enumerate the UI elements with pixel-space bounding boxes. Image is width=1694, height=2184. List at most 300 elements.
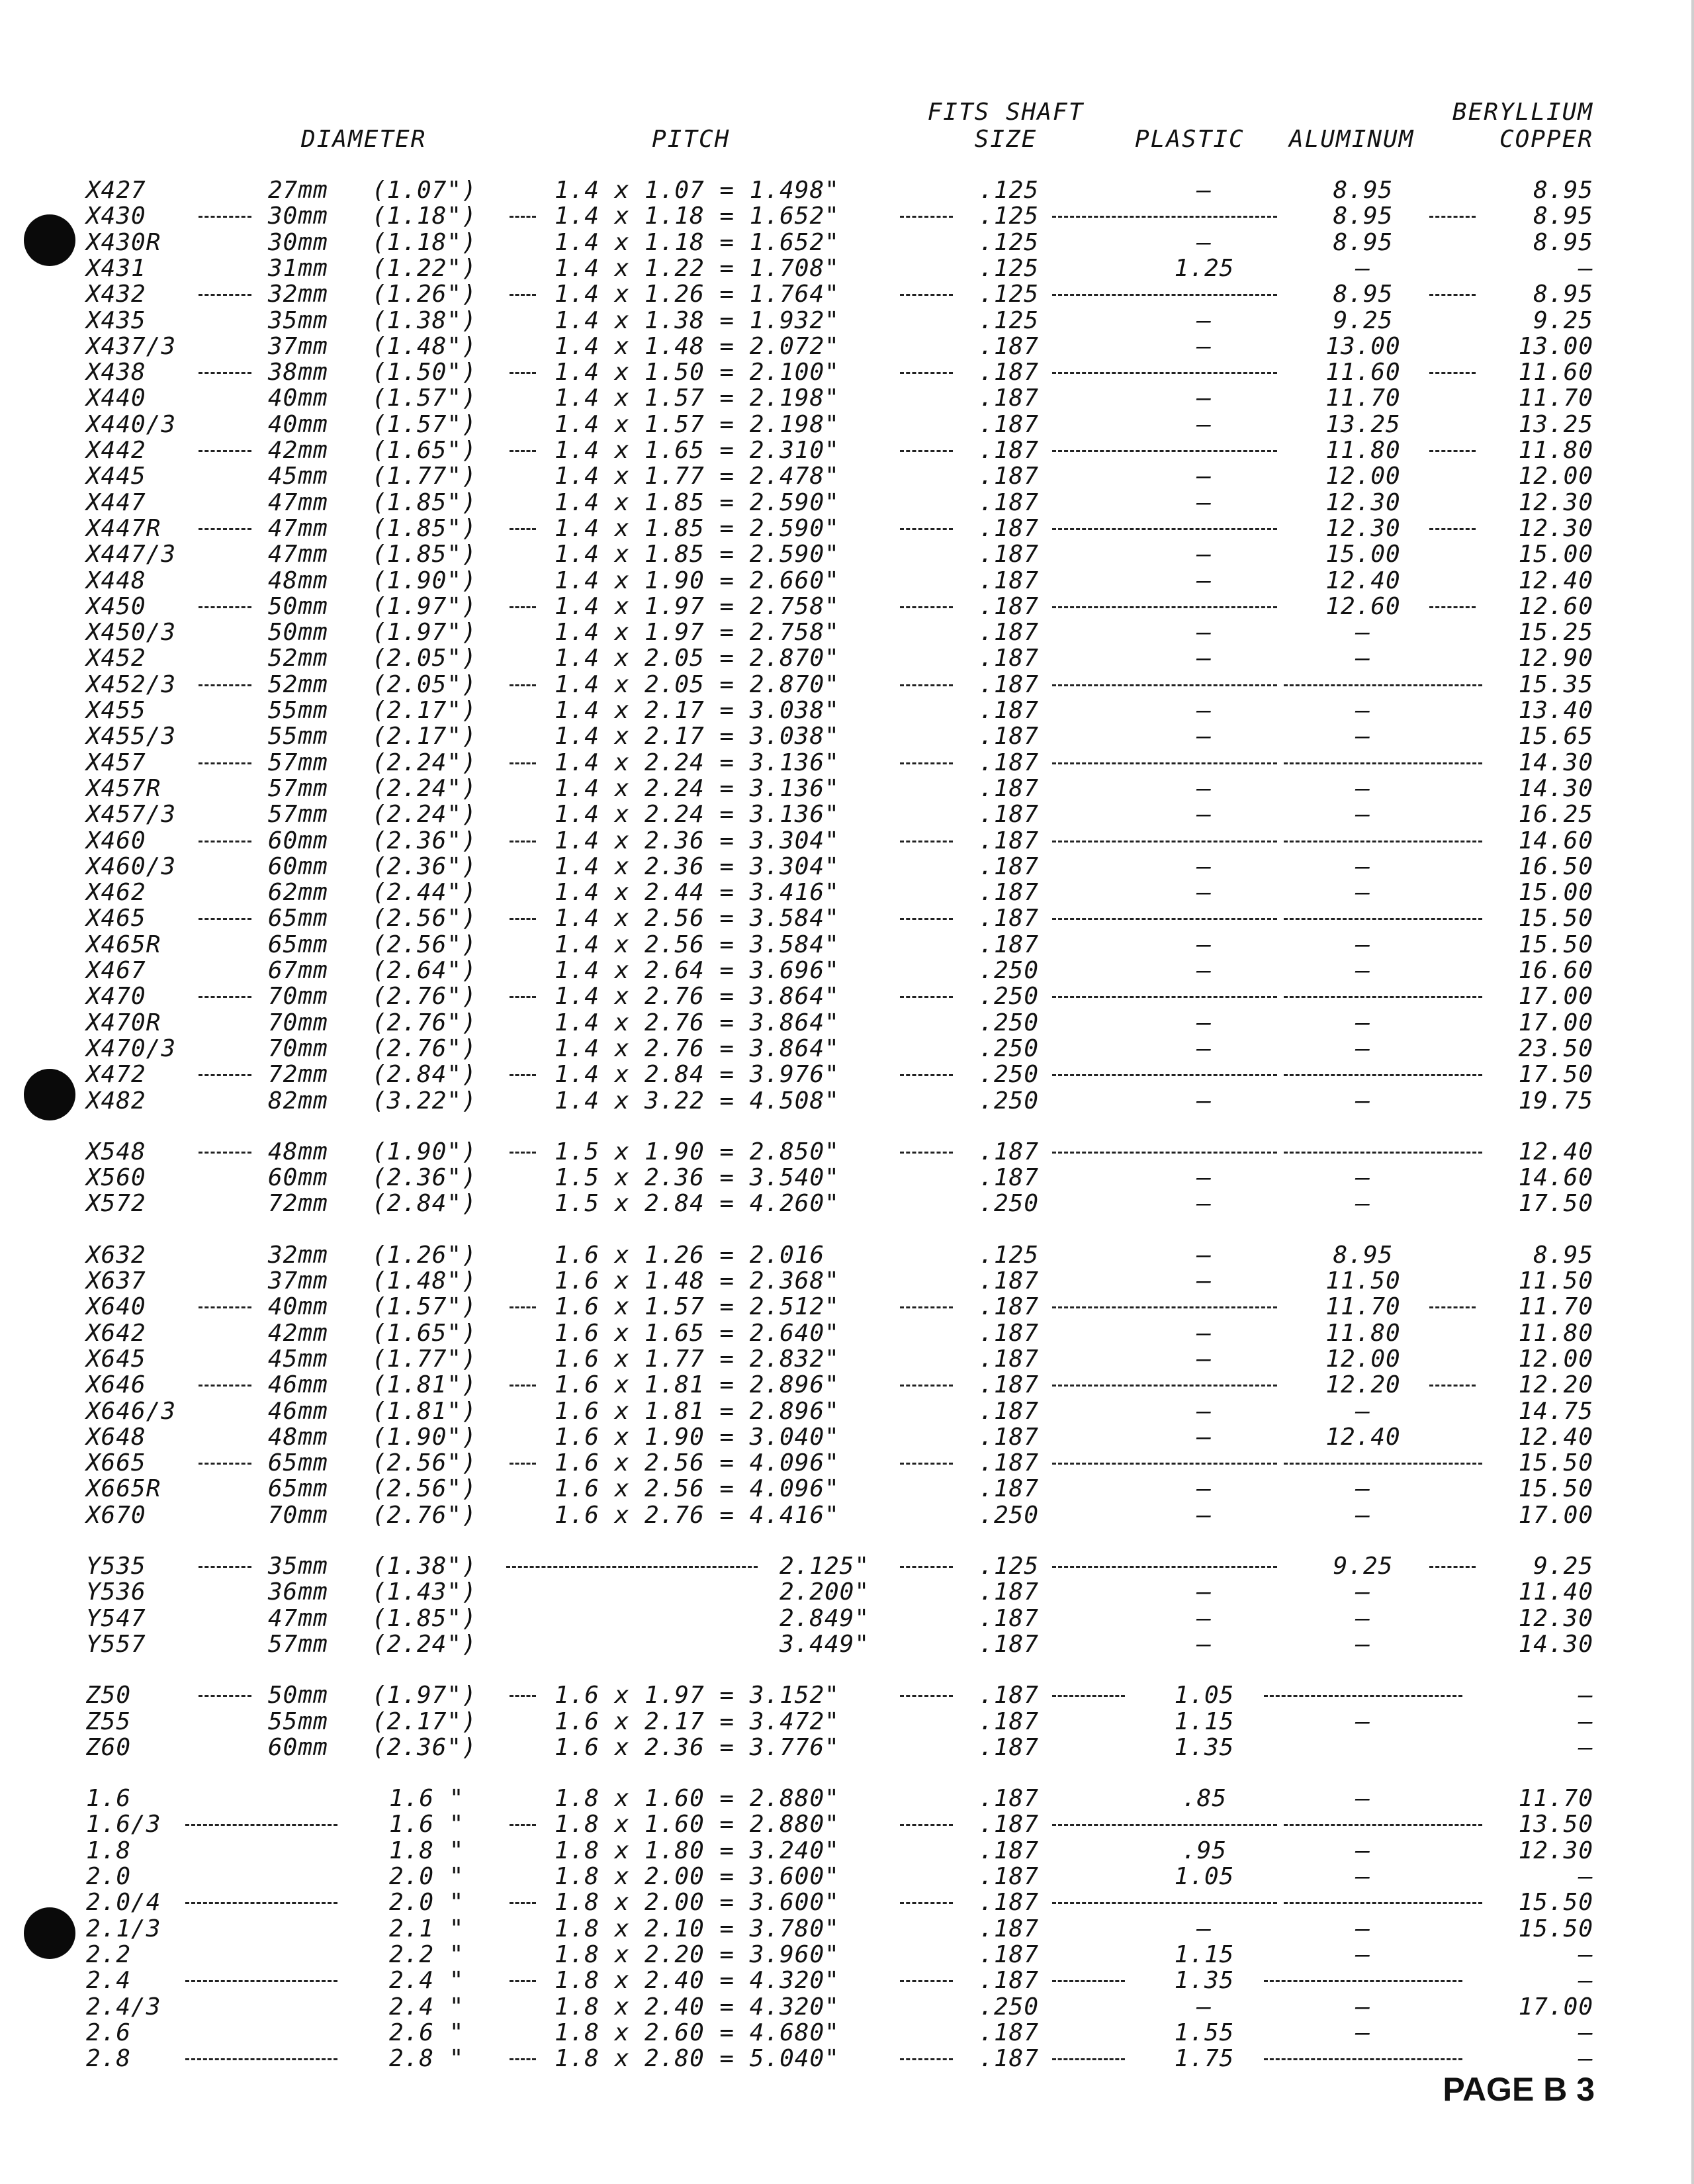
- leader-dash: [1429, 450, 1476, 452]
- aluminum-price: –: [1355, 645, 1371, 672]
- table-row: [0, 2020, 1694, 2046]
- leader-dash: [900, 841, 953, 842]
- diameter-mm: 46mm: [268, 1371, 328, 1399]
- aluminum-price: –: [1355, 774, 1371, 802]
- copper-price: 14.30: [1518, 774, 1593, 802]
- diameter-inch: (1.85"): [372, 541, 477, 569]
- diameter-mm: 32mm: [268, 281, 328, 308]
- table-row: [0, 541, 1694, 567]
- header-diameter: DIAMETER: [301, 126, 427, 153]
- aluminum-price: –: [1355, 1475, 1371, 1503]
- part-number: X648: [86, 1423, 146, 1451]
- pitch-value: 1.4 x 1.85 = 2.590": [555, 488, 840, 516]
- leader-dash: [1052, 1695, 1125, 1697]
- diameter-inch: (2.05"): [372, 645, 477, 672]
- plastic-price: –: [1196, 774, 1212, 802]
- aluminum-price: 8.95: [1333, 1241, 1394, 1269]
- plastic-price: –: [1196, 1423, 1212, 1451]
- leader-dash: [199, 1463, 251, 1465]
- pitch-value: 1.8 x 2.00 = 3.600": [555, 1889, 840, 1917]
- diameter-mm: 57mm: [268, 801, 328, 829]
- diameter-mm: 72mm: [268, 1061, 328, 1089]
- aluminum-price: –: [1355, 931, 1371, 958]
- copper-price: 11.70: [1518, 1293, 1593, 1321]
- part-number: X646: [86, 1371, 146, 1399]
- aluminum-price: –: [1355, 723, 1371, 751]
- part-number: Z60: [86, 1733, 132, 1761]
- part-number: X437/3: [86, 332, 177, 360]
- part-number: X440/3: [86, 410, 177, 438]
- copper-price: –: [1578, 1940, 1593, 1968]
- copper-price: 15.00: [1518, 541, 1593, 569]
- table-row: [0, 828, 1694, 854]
- shaft-size: .187: [979, 774, 1039, 802]
- part-number: X452/3: [86, 670, 177, 698]
- shaft-size: .187: [979, 1371, 1039, 1399]
- aluminum-price: 12.30: [1325, 488, 1401, 516]
- table-row: [0, 1242, 1694, 1268]
- diameter-mm: 60mm: [268, 1733, 328, 1761]
- aluminum-price: –: [1355, 1630, 1371, 1658]
- leader-dash: [1429, 1385, 1476, 1387]
- part-number: X452: [86, 645, 146, 672]
- leader-dash: [510, 1074, 536, 1076]
- leader-dash: [900, 1306, 953, 1308]
- copper-price: 13.00: [1518, 332, 1593, 360]
- shaft-size: .187: [979, 1940, 1039, 1968]
- pitch-value: 1.4 x 1.57 = 2.198": [555, 410, 840, 438]
- pitch-value: 1.6 x 1.57 = 2.512": [555, 1293, 840, 1321]
- table-row: [0, 281, 1694, 307]
- diameter-mm: 36mm: [268, 1578, 328, 1606]
- leader-dash: [185, 2058, 337, 2060]
- leader-dash: [199, 1306, 251, 1308]
- aluminum-price: 13.25: [1325, 410, 1401, 438]
- part-number: X430: [86, 203, 146, 230]
- shaft-size: .187: [979, 723, 1039, 751]
- pitch-value: 1.6 x 1.81 = 2.896": [555, 1371, 840, 1399]
- diameter-inch: (2.17"): [372, 723, 477, 751]
- part-number: Y557: [86, 1630, 146, 1658]
- plastic-price: –: [1196, 697, 1212, 724]
- pitch-value: 1.4 x 1.38 = 1.932": [555, 306, 840, 334]
- leader-dash: [199, 528, 251, 530]
- diameter-inch: 1.8 ": [389, 1837, 465, 1864]
- shaft-size: .187: [979, 2045, 1039, 2073]
- leader-dash: [900, 294, 953, 296]
- pitch-value: 1.6 x 1.65 = 2.640": [555, 1319, 840, 1347]
- pitch-value: 1.6 x 1.90 = 3.040": [555, 1423, 840, 1451]
- pitch-value: 1.8 x 1.80 = 3.240": [555, 1837, 840, 1864]
- shaft-size: .187: [979, 1423, 1039, 1451]
- leader-dash: [1429, 1566, 1476, 1568]
- table-row: [0, 983, 1694, 1009]
- plastic-price: –: [1196, 1319, 1212, 1347]
- diameter-inch: (1.50"): [372, 359, 477, 387]
- leader-dash: [199, 1566, 251, 1568]
- diameter-mm: 60mm: [268, 827, 328, 854]
- copper-price: 11.80: [1518, 1319, 1593, 1347]
- diameter-mm: 27mm: [268, 177, 328, 204]
- diameter-mm: 42mm: [268, 1319, 328, 1347]
- leader-dash: [1284, 1463, 1482, 1465]
- leader-dash: [900, 1152, 953, 1154]
- aluminum-price: –: [1355, 1397, 1371, 1425]
- diameter-inch: (2.36"): [372, 1733, 477, 1761]
- copper-price: 11.70: [1518, 1785, 1593, 1813]
- copper-price: 16.50: [1518, 852, 1593, 880]
- header-beryllium: BERYLLIUM: [1452, 99, 1593, 126]
- pitch-value: 1.6 x 1.77 = 2.832": [555, 1345, 840, 1373]
- pitch-value: 1.4 x 2.36 = 3.304": [555, 852, 840, 880]
- pitch-value: 1.4 x 2.17 = 3.038": [555, 697, 840, 724]
- leader-dash: [199, 841, 251, 842]
- shaft-size: .187: [979, 1449, 1039, 1477]
- table-row: [0, 1424, 1694, 1450]
- shaft-size: .187: [979, 2019, 1039, 2046]
- part-number: X447: [86, 488, 146, 516]
- diameter-mm: 65mm: [268, 1449, 328, 1477]
- shaft-size: .187: [979, 827, 1039, 854]
- diameter-inch: 2.0 ": [389, 1863, 465, 1890]
- leader-dash: [510, 1902, 536, 1904]
- diameter-inch: 2.2 ": [389, 1940, 465, 1968]
- table-row: [0, 723, 1694, 749]
- part-number: X435: [86, 306, 146, 334]
- table-row: [0, 230, 1694, 255]
- aluminum-price: –: [1355, 1009, 1371, 1036]
- part-number: 2.8: [86, 2045, 132, 2073]
- shaft-size: .187: [979, 1267, 1039, 1295]
- shaft-size: .187: [979, 1319, 1039, 1347]
- leader-dash: [510, 1306, 536, 1308]
- shaft-size: .187: [979, 670, 1039, 698]
- copper-price: 17.50: [1518, 1061, 1593, 1089]
- diameter-inch: (2.24"): [372, 801, 477, 829]
- copper-price: 16.60: [1518, 957, 1593, 984]
- copper-price: 15.35: [1518, 670, 1593, 698]
- part-number: X637: [86, 1267, 146, 1295]
- plastic-price: –: [1196, 1501, 1212, 1529]
- copper-price: 15.50: [1518, 1915, 1593, 1942]
- diameter-mm: 31mm: [268, 254, 328, 282]
- plastic-price: –: [1196, 645, 1212, 672]
- page-label: PAGE B 3: [1443, 2071, 1595, 2108]
- aluminum-price: –: [1355, 852, 1371, 880]
- table-row: [0, 490, 1694, 516]
- part-number: X465: [86, 905, 146, 933]
- copper-price: 15.50: [1518, 1475, 1593, 1503]
- part-number: X438: [86, 359, 146, 387]
- part-number: X465R: [86, 931, 161, 958]
- shaft-size: .187: [979, 410, 1039, 438]
- shaft-size: .187: [979, 1578, 1039, 1606]
- plastic-price: –: [1196, 1630, 1212, 1658]
- leader-dash: [900, 1074, 953, 1076]
- part-number: Z55: [86, 1707, 132, 1735]
- table-row: [0, 255, 1694, 281]
- leader-dash: [900, 372, 953, 374]
- copper-price: –: [1578, 1967, 1593, 1995]
- leader-dash: [199, 1074, 251, 1076]
- copper-price: –: [1578, 2045, 1593, 2073]
- leader-dash: [1052, 1306, 1277, 1308]
- shaft-size: .187: [979, 1837, 1039, 1864]
- pitch-value: 1.8 x 1.60 = 2.880": [555, 1811, 840, 1839]
- table-row: [0, 463, 1694, 489]
- table-row: [0, 334, 1694, 359]
- table-row: [0, 1476, 1694, 1502]
- part-number: X447/3: [86, 541, 177, 569]
- table-row: [0, 880, 1694, 905]
- aluminum-price: 11.60: [1325, 359, 1401, 387]
- plastic-price: –: [1196, 1475, 1212, 1503]
- diameter-inch: 1.6 ": [389, 1785, 465, 1813]
- shaft-size: .187: [979, 749, 1039, 776]
- leader-dash: [1052, 528, 1277, 530]
- copper-price: 15.00: [1518, 879, 1593, 907]
- aluminum-price: –: [1355, 1034, 1371, 1062]
- part-number: X455/3: [86, 723, 177, 751]
- aluminum-price: 12.60: [1325, 592, 1401, 620]
- shaft-size: .125: [979, 203, 1039, 230]
- shaft-size: .187: [979, 619, 1039, 647]
- table-row: [0, 412, 1694, 437]
- shaft-size: .125: [979, 177, 1039, 204]
- leader-dash: [1284, 1074, 1482, 1076]
- table-row: [0, 1889, 1694, 1915]
- leader-dash: [1052, 1152, 1277, 1154]
- part-number: X450: [86, 592, 146, 620]
- leader-dash: [900, 1695, 953, 1697]
- part-number: X646/3: [86, 1397, 177, 1425]
- pitch-value: 1.4 x 1.77 = 2.478": [555, 463, 840, 490]
- diameter-inch: (1.97"): [372, 619, 477, 647]
- aluminum-price: 13.00: [1325, 332, 1401, 360]
- copper-price: 12.30: [1518, 1604, 1593, 1632]
- copper-price: 12.60: [1518, 592, 1593, 620]
- diameter-inch: (1.26"): [372, 1241, 477, 1269]
- diameter-inch: (2.84"): [372, 1061, 477, 1089]
- table-row: [0, 1268, 1694, 1294]
- pitch-value: 1.8 x 2.40 = 4.320": [555, 1967, 840, 1995]
- shaft-size: .187: [979, 931, 1039, 958]
- pitch-value: 1.4 x 2.17 = 3.038": [555, 723, 840, 751]
- leader-dash: [510, 1695, 536, 1697]
- plastic-price: –: [1196, 879, 1212, 907]
- copper-price: 12.30: [1518, 488, 1593, 516]
- aluminum-price: –: [1355, 2019, 1371, 2046]
- shaft-size: .187: [979, 801, 1039, 829]
- diameter-inch: (2.76"): [372, 1009, 477, 1036]
- shaft-size: .125: [979, 281, 1039, 308]
- table-row: [0, 1735, 1694, 1760]
- pitch-value: 1.4 x 1.07 = 1.498": [555, 177, 840, 204]
- plastic-price: –: [1196, 410, 1212, 438]
- plastic-price: –: [1196, 1993, 1212, 2021]
- diameter-mm: 50mm: [268, 1682, 328, 1709]
- diameter-inch: (1.81"): [372, 1397, 477, 1425]
- pitch-value: 1.6 x 2.36 = 3.776": [555, 1733, 840, 1761]
- copper-price: 13.40: [1518, 697, 1593, 724]
- copper-price: 15.50: [1518, 1889, 1593, 1917]
- shaft-size: .187: [979, 1785, 1039, 1813]
- aluminum-price: 11.80: [1325, 1319, 1401, 1347]
- diameter-mm: 45mm: [268, 1345, 328, 1373]
- diameter-inch: (1.85"): [372, 488, 477, 516]
- shaft-size: .187: [979, 1138, 1039, 1165]
- copper-price: 15.50: [1518, 905, 1593, 933]
- pitch-value: 1.4 x 1.57 = 2.198": [555, 385, 840, 412]
- pitch-value: 1.4 x 2.76 = 3.864": [555, 1034, 840, 1062]
- part-number: X462: [86, 879, 146, 907]
- copper-price: –: [1578, 1707, 1593, 1735]
- diameter-inch: (2.56"): [372, 1475, 477, 1503]
- aluminum-price: –: [1355, 254, 1371, 282]
- leader-dash: [900, 1385, 953, 1387]
- leader-dash: [1429, 372, 1476, 374]
- leader-dash: [1264, 2058, 1462, 2060]
- plastic-price: –: [1196, 1009, 1212, 1036]
- diameter-mm: 50mm: [268, 619, 328, 647]
- diameter-inch: (1.97"): [372, 592, 477, 620]
- pitch-value: 1.4 x 1.26 = 1.764": [555, 281, 840, 308]
- plastic-price: 1.35: [1174, 1733, 1235, 1761]
- plastic-price: 1.05: [1174, 1863, 1235, 1890]
- shaft-size: .187: [979, 541, 1039, 569]
- copper-price: 12.30: [1518, 514, 1593, 542]
- shaft-size: .187: [979, 1397, 1039, 1425]
- diameter-mm: 60mm: [268, 852, 328, 880]
- table-row: [0, 905, 1694, 931]
- shaft-size: .187: [979, 1475, 1039, 1503]
- diameter-inch: (2.76"): [372, 1034, 477, 1062]
- part-number: 1.6/3: [86, 1811, 161, 1839]
- aluminum-price: –: [1355, 1190, 1371, 1218]
- part-number: 2.0: [86, 1863, 132, 1890]
- leader-dash: [900, 918, 953, 920]
- copper-price: –: [1578, 1863, 1593, 1890]
- aluminum-price: 8.95: [1333, 281, 1394, 308]
- leader-dash: [1052, 684, 1277, 686]
- part-number: X472: [86, 1061, 146, 1089]
- pitch-value: 1.6 x 1.81 = 2.896": [555, 1397, 840, 1425]
- pitch-value: 1.4 x 2.24 = 3.136": [555, 801, 840, 829]
- diameter-mm: 70mm: [268, 1501, 328, 1529]
- aluminum-price: –: [1355, 619, 1371, 647]
- table-row: [0, 203, 1694, 229]
- part-number: X572: [86, 1190, 146, 1218]
- part-number: X455: [86, 697, 146, 724]
- table-row: [0, 801, 1694, 827]
- copper-price: 8.95: [1533, 281, 1593, 308]
- table-row: [0, 1811, 1694, 1837]
- diameter-mm: 55mm: [268, 1707, 328, 1735]
- part-number: 2.0/4: [86, 1889, 161, 1917]
- diameter-inch: (2.76"): [372, 983, 477, 1011]
- diameter-inch: (2.56"): [372, 931, 477, 958]
- part-number: X665: [86, 1449, 146, 1477]
- diameter-mm: 70mm: [268, 1034, 328, 1062]
- pitch-value: 1.4 x 1.22 = 1.708": [555, 254, 840, 282]
- part-number: 2.4: [86, 1967, 132, 1995]
- shaft-size: .187: [979, 1345, 1039, 1373]
- diameter-inch: (1.57"): [372, 1293, 477, 1321]
- diameter-mm: 46mm: [268, 1397, 328, 1425]
- leader-dash: [1052, 762, 1277, 764]
- diameter-inch: 2.1 ": [389, 1915, 465, 1942]
- diameter-inch: (2.64"): [372, 957, 477, 984]
- header-pitch: PITCH: [652, 126, 731, 153]
- part-number: 2.1/3: [86, 1915, 161, 1942]
- copper-price: 14.30: [1518, 749, 1593, 776]
- pitch-value: 1.8 x 2.20 = 3.960": [555, 1940, 840, 1968]
- part-number: X665R: [86, 1475, 161, 1503]
- table-row: [0, 177, 1694, 203]
- leader-dash: [199, 294, 251, 296]
- leader-dash: [1284, 918, 1482, 920]
- leader-dash: [1052, 1385, 1277, 1387]
- pitch-value: 1.6 x 2.17 = 3.472": [555, 1707, 840, 1735]
- leader-dash: [900, 1824, 953, 1826]
- table-row: [0, 1579, 1694, 1605]
- leader-dash: [900, 528, 953, 530]
- shaft-size: .187: [979, 1811, 1039, 1839]
- diameter-inch: 2.4 ": [389, 1967, 465, 1995]
- copper-price: 11.80: [1518, 437, 1593, 464]
- leader-dash: [1284, 996, 1482, 998]
- table-row: [0, 1553, 1694, 1579]
- copper-price: 15.50: [1518, 931, 1593, 958]
- leader-dash: [510, 1980, 536, 1982]
- diameter-inch: (1.90"): [372, 567, 477, 594]
- header-fits-shaft: FITS SHAFT: [927, 99, 1085, 126]
- diameter-inch: (2.36"): [372, 852, 477, 880]
- copper-price: 11.70: [1518, 385, 1593, 412]
- part-number: 2.4/3: [86, 1993, 161, 2021]
- pitch-value: 1.8 x 2.80 = 5.040": [555, 2045, 840, 2073]
- pitch-value: 1.4 x 1.18 = 1.652": [555, 203, 840, 230]
- shaft-size: .187: [979, 1915, 1039, 1942]
- plastic-price: 1.25: [1174, 254, 1235, 282]
- diameter-mm: 35mm: [268, 1553, 328, 1580]
- shaft-size: .187: [979, 359, 1039, 387]
- leader-dash: [900, 1463, 953, 1465]
- aluminum-price: 11.70: [1325, 385, 1401, 412]
- pitch-value: 1.4 x 2.44 = 3.416": [555, 879, 840, 907]
- copper-price: 17.00: [1518, 1993, 1593, 2021]
- part-number: X482: [86, 1087, 146, 1115]
- plastic-price: –: [1196, 1267, 1212, 1295]
- diameter-mm: 47mm: [268, 541, 328, 569]
- leader-dash: [510, 450, 536, 452]
- pitch-value: 1.4 x 1.97 = 2.758": [555, 592, 840, 620]
- leader-dash: [199, 996, 251, 998]
- leader-dash: [1429, 1306, 1476, 1308]
- leader-dash: [199, 450, 251, 452]
- leader-dash: [900, 762, 953, 764]
- part-number: X447R: [86, 514, 161, 542]
- pitch-value: 1.4 x 1.85 = 2.590": [555, 541, 840, 569]
- copper-price: 8.95: [1533, 1241, 1593, 1269]
- pitch-value: 1.4 x 2.05 = 2.870": [555, 670, 840, 698]
- pitch-value: 1.8 x 2.10 = 3.780": [555, 1915, 840, 1942]
- diameter-inch: (1.38"): [372, 306, 477, 334]
- part-number: Y547: [86, 1604, 146, 1632]
- diameter-mm: 42mm: [268, 437, 328, 464]
- table-row: [0, 1294, 1694, 1320]
- leader-dash: [1052, 294, 1277, 296]
